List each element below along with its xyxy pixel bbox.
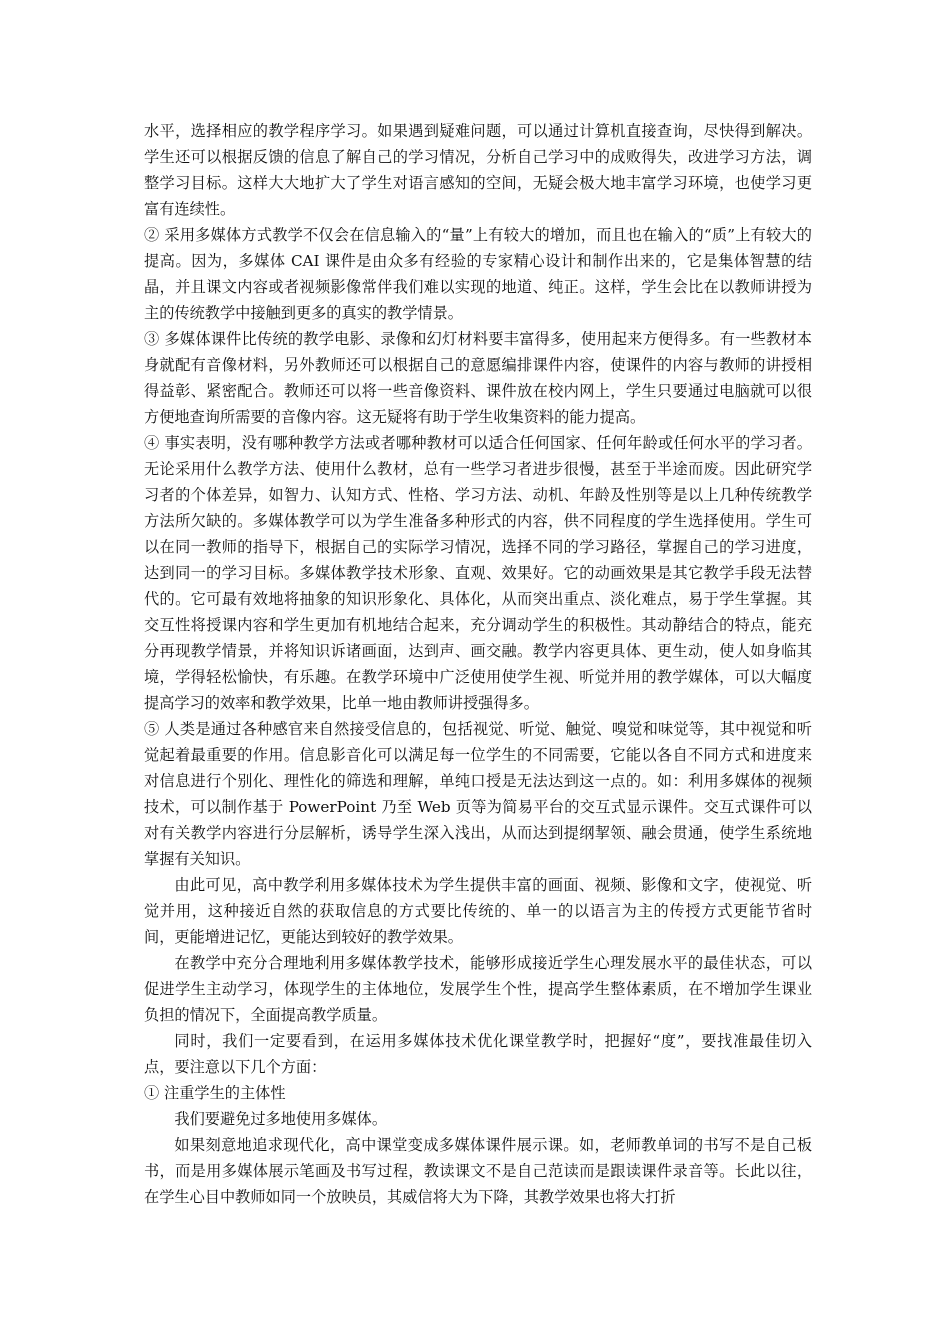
document-body xyxy=(144,118,812,1210)
paragraph-10: 如果刻意地追求现代化，高中课堂变成多媒体课件展示课。如，老师教单词的书写不是自己板书，而是用多媒体展示笔画及书写过程，教读课文不是自己范读而是跟读课件录音等。长此以往，在学生心目中教师如同一个放映员，其威信将大为下降，其教学效果也将大打折 xyxy=(144,1136,812,1206)
paragraph-7: 在教学中充分合理地利用多媒体教学技术，能够形成接近学生心理发展水平的最佳状态，可以促进学生主动学习，体现学生的主体地位，发展学生个性，提高学生整体素质，在不增加学生课业负担的情况下，全面提高教学质量。 xyxy=(144,954,812,1024)
paragraph-1: 水平，选择相应的教学程序学习。如果遇到疑难问题，可以通过计算机直接查询，尽快得到解决。学生还可以根据反馈的信息了解自己的学习情况，分析自己学习中的成败得失，改进学习方法，调整学习目标。这样大大地扩大了学生对语言感知的空间，无疑会极大地丰富学习环境，也使学习更富有连续性。 xyxy=(144,122,812,218)
paragraph-6: 由此可见，高中教学利用多媒体技术为学生提供丰富的画面、视频、影像和文字，使视觉、听觉并用，这种接近自然的获取信息的方式要比传统的、单一的以语言为主的传授方式更能节省时间，更能增进记忆，更能达到较好的教学效果。 xyxy=(144,876,812,946)
section-heading: ① 注重学生的主体性 xyxy=(144,1084,286,1102)
paragraph-4: ④ 事实表明，没有哪种教学方法或者哪种教材可以适合任何国家、任何年龄或任何水平的学习者。无论采用什么教学方法、使用什么教材，总有一些学习者进步很慢，甚至于半途而废。因此研究学习者的个体差异，如智力、认知方式、性格、学习方法、动机、年龄及性别等是以上几种传统教学方法所欠缺的。多媒体教学可以为学生准备多种形式的内容，供不同程度的学生选择使用。学生可以在同一教师的指导下，根据自己的实际学习情况，选择不同的学习路径，掌握自己的学习进度，达到同一的学习目标。多媒体教学技术形象、直观、效果好。它的动画效果是其它教学手段无法替代的。它可最有效地将抽象的知识形象化、具体化，从而突出重点、淡化难点，易于学生掌握。其交互性将授课内容和学生更加有机地结合起来，充分调动学生的积极性。其动静结合的特点，能充分再现教学情景，并将知识诉诸画面，达到声、画交融。教学内容更具体、更生动，使人如身临其境，学得轻松愉快，有乐趣。在教学环境中广泛使用使学生视、听觉并用的教学媒体，可以大幅度提高学习的效率和教学效果，比单一地由教师讲授强得多。 xyxy=(144,434,812,712)
paragraph-3: ③ 多媒体课件比传统的教学电影、录像和幻灯材料要丰富得多，使用起来方便得多。有一些教材本身就配有音像材料，另外教师还可以根据自己的意愿编排课件内容，使课件的内容与教师的讲授相得益彰、紧密配合。教师还可以将一些音像资料、课件放在校内网上，学生只要通过电脑就可以很方便地查询所需要的音像内容。这无疑将有助于学生收集资料的能力提高。 xyxy=(144,330,812,426)
paragraph-9: 我们要避免过多地使用多媒体。 xyxy=(174,1110,388,1128)
paragraph-8: 同时，我们一定要看到，在运用多媒体技术优化课堂教学时，把握好“度”，要找准最佳切入点，要注意以下几个方面： xyxy=(144,1032,812,1076)
paragraph-5: ⑤ 人类是通过各种感官来自然接受信息的，包括视觉、听觉、触觉、嗅觉和味觉等，其中视觉和听觉起着最重要的作用。信息影音化可以满足每一位学生的不同需要，它能以各自不同方式和进度来对信息进行个别化、理性化的筛选和理解，单纯口授是无法达到这一点的。如：利用多媒体的视频技术，可以制作基于 PowerPoint 乃至 Web 页等为简易平台的交互式显示课件。交互式课件可以对有关教学内容进行分层解析，诱导学生深入浅出，从而达到提纲挈领、融会贯通，使学生系统地掌握有关知识。 xyxy=(144,720,812,868)
paragraph-2: ② 采用多媒体方式教学不仅会在信息输入的“量”上有较大的增加，而且也在输入的“质”上有较大的提高。因为，多媒体 CAI 课件是由众多有经验的专家精心设计和制作出来的，它是集体智慧的结晶，并且课文内容或者视频影像常伴我们难以实现的地道、纯正。这样，学生会比在以教师讲授为主的传统教学中接触到更多的真实的教学情景。 xyxy=(144,226,812,322)
